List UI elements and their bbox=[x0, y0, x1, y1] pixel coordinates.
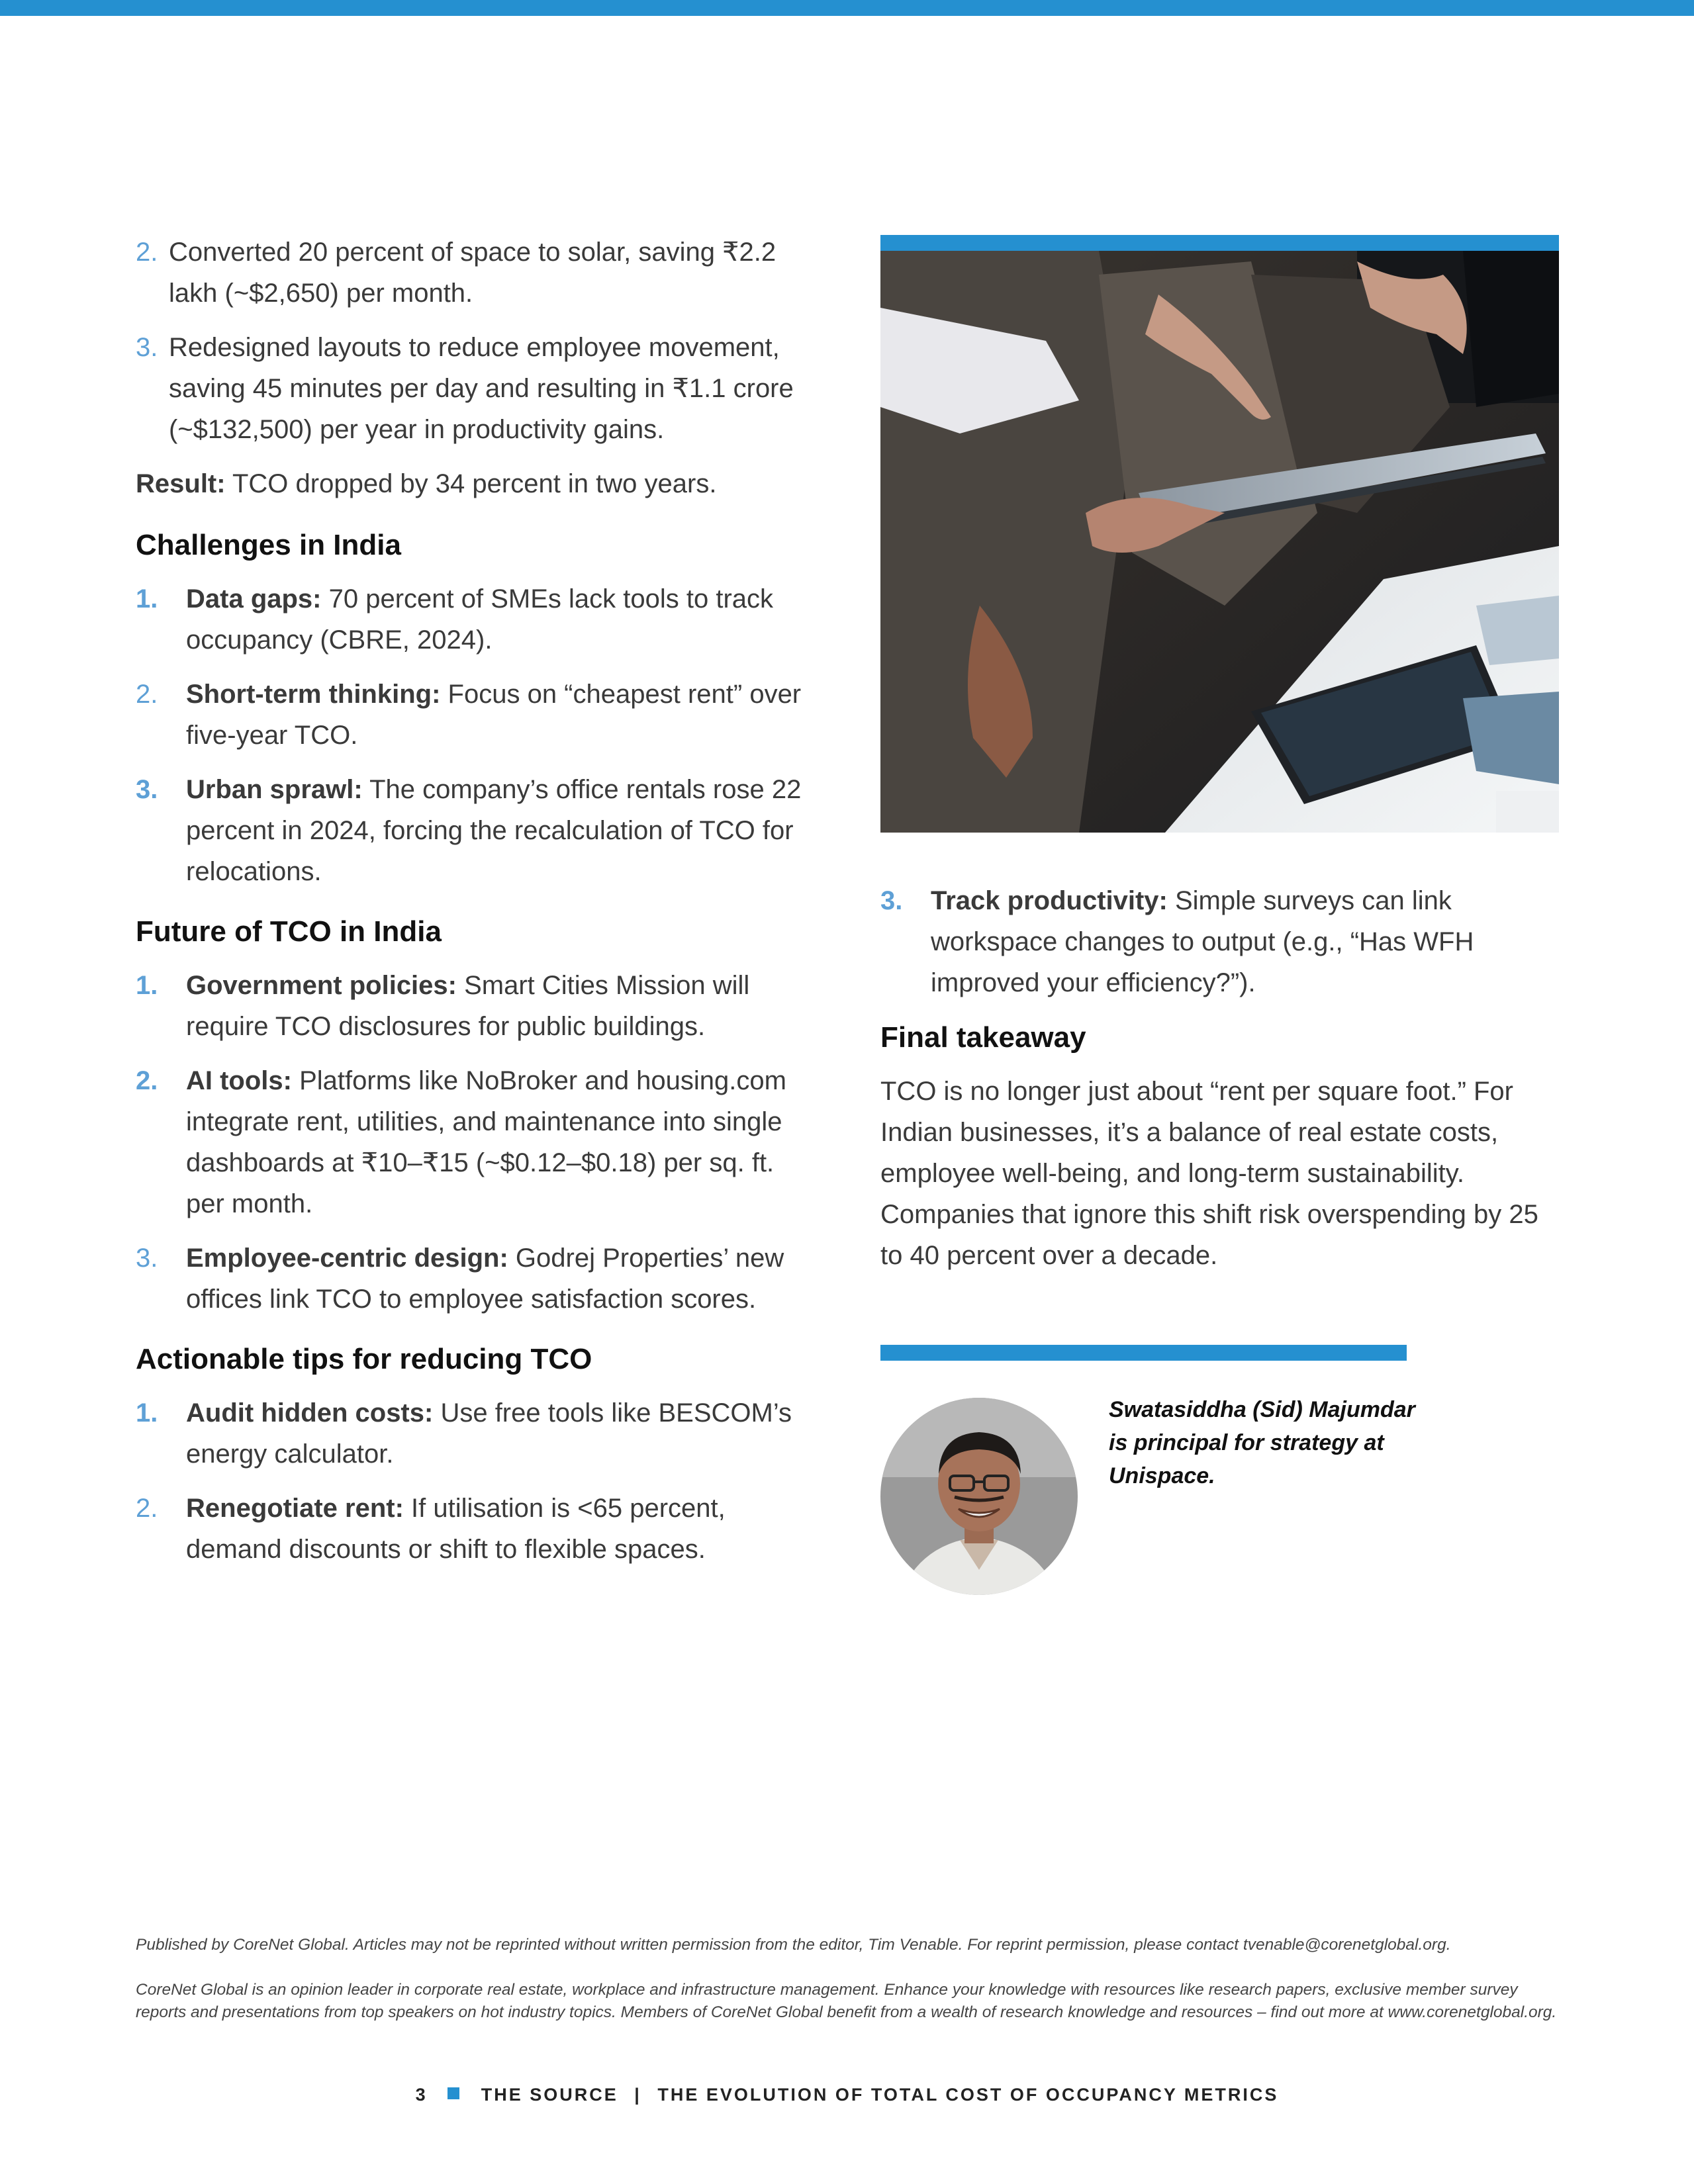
list-number: 1. bbox=[136, 1398, 158, 1428]
list-number: 1. bbox=[136, 971, 158, 1000]
list-number: 2. bbox=[136, 680, 158, 709]
intro-list bbox=[136, 232, 818, 450]
tips-heading: Actionable tips for reducing TCO bbox=[136, 1343, 592, 1375]
list-item-title: Track productivity: bbox=[931, 886, 1168, 915]
result-paragraph bbox=[136, 463, 818, 504]
list-number: 2. bbox=[136, 238, 158, 267]
reprint-notice: Published by CoreNet Global. Articles may not be reprinted without written permission from the editor, Tim Venable. For reprint permission, please contact tvenable@corenetglobal.org. bbox=[136, 1936, 1451, 1954]
square-bullet-icon bbox=[447, 2087, 459, 2099]
list-number: 2. bbox=[136, 1494, 158, 1523]
future-list bbox=[136, 965, 818, 1320]
list-text: If utilisation is <65 percent, demand discounts or shift to flexible spaces. bbox=[186, 1494, 726, 1564]
publication-name: THE SOURCE bbox=[481, 2085, 618, 2105]
bio-accent-bar bbox=[880, 1345, 1407, 1361]
left-column bbox=[136, 232, 818, 1583]
list-item-title: Employee-centric design: bbox=[186, 1244, 508, 1273]
takeaway-heading: Final takeaway bbox=[880, 1021, 1086, 1054]
list-item-title: Audit hidden costs: bbox=[186, 1398, 434, 1428]
list-text: Redesigned layouts to reduce employee movement, saving 45 minutes per day and resulting in ₹1.1 crore (~$132,500) per year in productivity gains. bbox=[169, 333, 794, 444]
office-tablet-illustration bbox=[880, 235, 1559, 833]
list-item bbox=[880, 880, 1562, 1003]
list-item-title: Short-term thinking: bbox=[186, 680, 441, 709]
list-number: 2. bbox=[136, 1066, 158, 1095]
list-item bbox=[136, 1238, 818, 1320]
list-item bbox=[136, 1488, 818, 1570]
list-item-title: Renegotiate rent: bbox=[186, 1494, 404, 1523]
list-item bbox=[136, 965, 818, 1047]
list-number: 1. bbox=[136, 584, 158, 614]
list-number: 3. bbox=[136, 775, 158, 804]
page-number: 3 bbox=[415, 2085, 428, 2105]
result-label: Result: bbox=[136, 469, 226, 498]
right-column bbox=[880, 880, 1562, 1297]
author-bio: Swatasiddha (Sid) Majumdar is principal for strategy at Unispace. bbox=[1109, 1397, 1415, 1488]
challenges-heading: Challenges in India bbox=[136, 529, 401, 561]
list-text: Simple surveys can link workspace changes to output (e.g., “Has WFH improved your efficiency?”). bbox=[931, 886, 1474, 997]
article-title: THE EVOLUTION OF TOTAL COST OF OCCUPANCY METRICS bbox=[657, 2085, 1279, 2105]
top-accent-bar bbox=[0, 0, 1694, 16]
list-item-title: Government policies: bbox=[186, 971, 457, 1000]
list-number: 3. bbox=[136, 333, 158, 362]
list-number: 3. bbox=[880, 886, 903, 915]
result-text: TCO dropped by 34 percent in two years. bbox=[225, 469, 717, 498]
list-text: Smart Cities Mission will require TCO disclosures for public buildings. bbox=[186, 971, 750, 1041]
tips-list-continued bbox=[880, 880, 1562, 1003]
list-text: Platforms like NoBroker and housing.com integrate rent, utilities, and maintenance into single dashboards at ₹10–₹15 (~$0.12–$0.18) per sq. ft. per month. bbox=[186, 1066, 786, 1218]
takeaway-text: TCO is no longer just about “rent per square foot.” For Indian businesses, it’s a balance of real estate costs, employee well-being, and long-term sustainability. Companies that ignore this shift risk overspending by 25 to 40 percent over a decade. bbox=[880, 1077, 1538, 1270]
author-avatar bbox=[880, 1398, 1078, 1595]
list-number: 3. bbox=[136, 1244, 158, 1273]
author-portrait bbox=[880, 1398, 1078, 1595]
list-item bbox=[136, 1392, 818, 1475]
list-item bbox=[136, 327, 818, 450]
page-footer bbox=[0, 2085, 1694, 2105]
challenges-list bbox=[136, 578, 818, 892]
list-item-title: Urban sprawl: bbox=[186, 775, 363, 804]
article-photo bbox=[880, 235, 1559, 833]
list-item bbox=[136, 769, 818, 892]
list-text: Focus on “cheapest rent” over five-year TCO. bbox=[186, 680, 802, 750]
list-item bbox=[136, 1060, 818, 1224]
list-item bbox=[136, 578, 818, 660]
photo-accent-bar bbox=[880, 235, 1559, 251]
list-item-title: Data gaps: bbox=[186, 584, 322, 614]
list-text: 70 percent of SMEs lack tools to track occupancy (CBRE, 2024). bbox=[186, 584, 774, 655]
future-heading: Future of TCO in India bbox=[136, 915, 442, 948]
about-corenet: CoreNet Global is an opinion leader in corporate real estate, workplace and infrastructure management. Enhance your knowledge with resources like research papers, exclusive member survey reports and presentations from top speakers on hot industry topics. Members of CoreNet Global benefit from a wealth of research knowledge and resources – find out more at www.corenetglobal.org. bbox=[136, 1981, 1557, 2021]
list-text: Godrej Properties’ new offices link TCO to employee satisfaction scores. bbox=[186, 1244, 784, 1314]
footer-separator: | bbox=[634, 2085, 641, 2105]
list-item bbox=[136, 674, 818, 756]
list-item bbox=[136, 232, 818, 314]
list-text: The company’s office rentals rose 22 percent in 2024, forcing the recalculation of TCO for relocations. bbox=[186, 775, 802, 886]
list-item-title: AI tools: bbox=[186, 1066, 292, 1095]
list-text: Use free tools like BESCOM’s energy calculator. bbox=[186, 1398, 792, 1469]
list-text: Converted 20 percent of space to solar, saving ₹2.2 lakh (~$2,650) per month. bbox=[169, 238, 776, 308]
tips-list bbox=[136, 1392, 818, 1570]
